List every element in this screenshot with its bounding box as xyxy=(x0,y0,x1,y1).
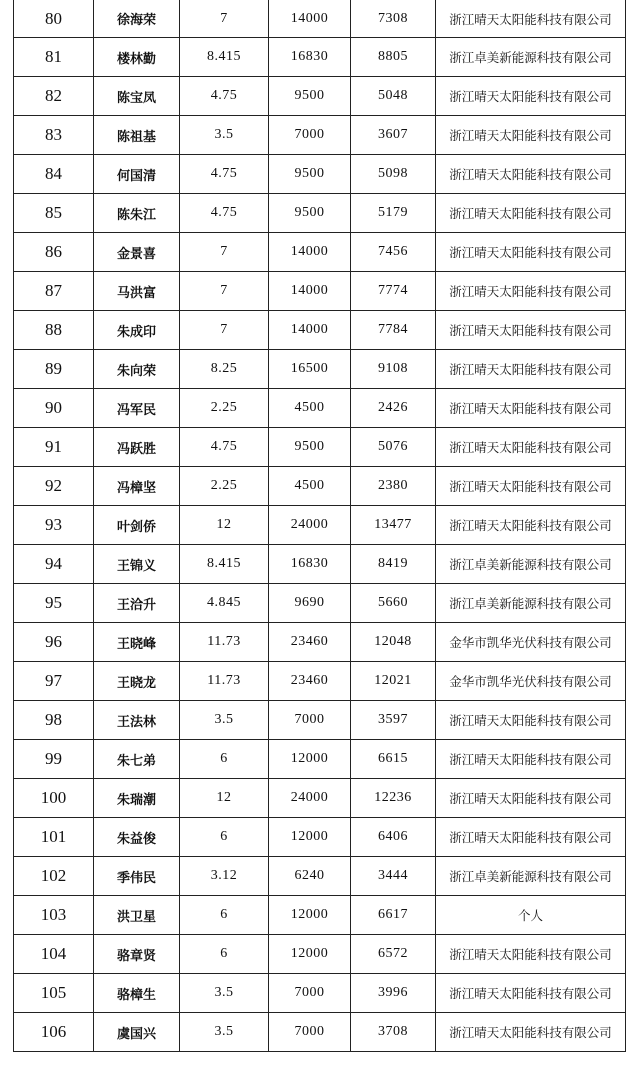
capacity-cell: 7 xyxy=(180,0,269,38)
name-cell: 朱瑞潮 xyxy=(94,779,180,818)
company-cell: 浙江晴天太阳能科技有限公司 xyxy=(436,779,626,818)
row-number-cell: 103 xyxy=(14,896,94,935)
row-number-cell: 96 xyxy=(14,623,94,662)
amount-cell: 9500 xyxy=(269,155,351,194)
name-cell: 冯跃胜 xyxy=(94,428,180,467)
amount-cell: 6240 xyxy=(269,857,351,896)
amount-cell: 7000 xyxy=(269,974,351,1013)
row-number-cell: 95 xyxy=(14,584,94,623)
subsidy-cell: 7784 xyxy=(351,311,436,350)
row-number-cell: 83 xyxy=(14,116,94,155)
name-cell: 楼林勤 xyxy=(94,38,180,77)
amount-cell: 14000 xyxy=(269,272,351,311)
row-number-cell: 89 xyxy=(14,350,94,389)
name-cell: 冯军民 xyxy=(94,389,180,428)
name-cell: 朱益俊 xyxy=(94,818,180,857)
table-row xyxy=(14,506,626,545)
amount-cell: 16830 xyxy=(269,545,351,584)
amount-cell: 4500 xyxy=(269,389,351,428)
capacity-cell: 8.415 xyxy=(180,38,269,77)
capacity-cell: 6 xyxy=(180,740,269,779)
amount-cell: 24000 xyxy=(269,506,351,545)
name-cell: 冯樟坚 xyxy=(94,467,180,506)
company-cell: 浙江晴天太阳能科技有限公司 xyxy=(436,194,626,233)
capacity-cell: 3.5 xyxy=(180,701,269,740)
table-row xyxy=(14,1013,626,1052)
row-number-cell: 93 xyxy=(14,506,94,545)
table-row xyxy=(14,545,626,584)
table-row xyxy=(14,467,626,506)
name-cell: 何国清 xyxy=(94,155,180,194)
amount-cell: 12000 xyxy=(269,935,351,974)
table-row xyxy=(14,0,626,38)
name-cell: 王晓龙 xyxy=(94,662,180,701)
capacity-cell: 7 xyxy=(180,311,269,350)
subsidy-cell: 3607 xyxy=(351,116,436,155)
table-row xyxy=(14,974,626,1013)
table-row xyxy=(14,779,626,818)
subsidy-cell: 13477 xyxy=(351,506,436,545)
capacity-cell: 3.5 xyxy=(180,116,269,155)
table-row xyxy=(14,116,626,155)
name-cell: 朱向荣 xyxy=(94,350,180,389)
company-cell: 浙江晴天太阳能科技有限公司 xyxy=(436,974,626,1013)
company-cell: 浙江晴天太阳能科技有限公司 xyxy=(436,740,626,779)
amount-cell: 9500 xyxy=(269,428,351,467)
company-cell: 浙江晴天太阳能科技有限公司 xyxy=(436,155,626,194)
name-cell: 骆章贤 xyxy=(94,935,180,974)
name-cell: 金景喜 xyxy=(94,233,180,272)
amount-cell: 9500 xyxy=(269,194,351,233)
capacity-cell: 8.25 xyxy=(180,350,269,389)
name-cell: 骆樟生 xyxy=(94,974,180,1013)
amount-cell: 7000 xyxy=(269,116,351,155)
capacity-cell: 3.5 xyxy=(180,1013,269,1052)
amount-cell: 12000 xyxy=(269,818,351,857)
row-number-cell: 91 xyxy=(14,428,94,467)
row-number-cell: 87 xyxy=(14,272,94,311)
subsidy-cell: 5660 xyxy=(351,584,436,623)
subsidy-cell: 2426 xyxy=(351,389,436,428)
row-number-cell: 88 xyxy=(14,311,94,350)
amount-cell: 9690 xyxy=(269,584,351,623)
subsidy-cell: 12021 xyxy=(351,662,436,701)
table-row xyxy=(14,935,626,974)
table-row xyxy=(14,272,626,311)
subsidy-cell: 9108 xyxy=(351,350,436,389)
amount-cell: 14000 xyxy=(269,0,351,38)
name-cell: 陈祖基 xyxy=(94,116,180,155)
capacity-cell: 4.75 xyxy=(180,428,269,467)
table-row xyxy=(14,740,626,779)
company-cell: 浙江晴天太阳能科技有限公司 xyxy=(436,701,626,740)
capacity-cell: 2.25 xyxy=(180,389,269,428)
name-cell: 陈宝凤 xyxy=(94,77,180,116)
row-number-cell: 92 xyxy=(14,467,94,506)
capacity-cell: 3.5 xyxy=(180,974,269,1013)
capacity-cell: 8.415 xyxy=(180,545,269,584)
amount-cell: 16500 xyxy=(269,350,351,389)
company-cell: 浙江卓美新能源科技有限公司 xyxy=(436,857,626,896)
company-cell: 浙江晴天太阳能科技有限公司 xyxy=(436,233,626,272)
row-number-cell: 85 xyxy=(14,194,94,233)
table-row xyxy=(14,818,626,857)
table-body xyxy=(14,0,626,1052)
amount-cell: 9500 xyxy=(269,77,351,116)
row-number-cell: 102 xyxy=(14,857,94,896)
row-number-cell: 104 xyxy=(14,935,94,974)
capacity-cell: 4.75 xyxy=(180,77,269,116)
table-row xyxy=(14,701,626,740)
capacity-cell: 3.12 xyxy=(180,857,269,896)
capacity-cell: 12 xyxy=(180,506,269,545)
company-cell: 浙江晴天太阳能科技有限公司 xyxy=(436,116,626,155)
table-row xyxy=(14,896,626,935)
capacity-cell: 4.75 xyxy=(180,194,269,233)
capacity-cell: 6 xyxy=(180,896,269,935)
name-cell: 虞国兴 xyxy=(94,1013,180,1052)
name-cell: 季伟民 xyxy=(94,857,180,896)
company-cell: 浙江晴天太阳能科技有限公司 xyxy=(436,350,626,389)
row-number-cell: 98 xyxy=(14,701,94,740)
subsidy-table-page xyxy=(13,0,625,1052)
row-number-cell: 90 xyxy=(14,389,94,428)
table-row xyxy=(14,350,626,389)
name-cell: 朱七弟 xyxy=(94,740,180,779)
subsidy-cell: 6572 xyxy=(351,935,436,974)
subsidy-cell: 6617 xyxy=(351,896,436,935)
row-number-cell: 100 xyxy=(14,779,94,818)
row-number-cell: 105 xyxy=(14,974,94,1013)
subsidy-cell: 2380 xyxy=(351,467,436,506)
table-row xyxy=(14,311,626,350)
table-row xyxy=(14,194,626,233)
row-number-cell: 101 xyxy=(14,818,94,857)
table-row xyxy=(14,389,626,428)
company-cell: 浙江晴天太阳能科技有限公司 xyxy=(436,311,626,350)
name-cell: 徐海荣 xyxy=(94,0,180,38)
company-cell: 浙江晴天太阳能科技有限公司 xyxy=(436,428,626,467)
subsidy-cell: 8419 xyxy=(351,545,436,584)
table-row xyxy=(14,584,626,623)
amount-cell: 7000 xyxy=(269,1013,351,1052)
row-number-cell: 94 xyxy=(14,545,94,584)
company-cell: 浙江卓美新能源科技有限公司 xyxy=(436,584,626,623)
subsidy-cell: 5076 xyxy=(351,428,436,467)
company-cell: 浙江晴天太阳能科技有限公司 xyxy=(436,77,626,116)
table-row xyxy=(14,857,626,896)
name-cell: 王洽升 xyxy=(94,584,180,623)
company-cell: 浙江晴天太阳能科技有限公司 xyxy=(436,389,626,428)
name-cell: 马洪富 xyxy=(94,272,180,311)
company-cell: 金华市凯华光伏科技有限公司 xyxy=(436,623,626,662)
amount-cell: 12000 xyxy=(269,740,351,779)
company-cell: 个人 xyxy=(436,896,626,935)
capacity-cell: 11.73 xyxy=(180,623,269,662)
subsidy-cell: 7308 xyxy=(351,0,436,38)
company-cell: 金华市凯华光伏科技有限公司 xyxy=(436,662,626,701)
company-cell: 浙江卓美新能源科技有限公司 xyxy=(436,545,626,584)
subsidy-cell: 7774 xyxy=(351,272,436,311)
amount-cell: 4500 xyxy=(269,467,351,506)
subsidy-cell: 8805 xyxy=(351,38,436,77)
subsidy-cell: 3597 xyxy=(351,701,436,740)
subsidy-cell: 3996 xyxy=(351,974,436,1013)
table-row xyxy=(14,38,626,77)
amount-cell: 14000 xyxy=(269,233,351,272)
name-cell: 叶剑侨 xyxy=(94,506,180,545)
capacity-cell: 12 xyxy=(180,779,269,818)
capacity-cell: 4.845 xyxy=(180,584,269,623)
name-cell: 王法林 xyxy=(94,701,180,740)
company-cell: 浙江晴天太阳能科技有限公司 xyxy=(436,818,626,857)
subsidy-cell: 5098 xyxy=(351,155,436,194)
capacity-cell: 11.73 xyxy=(180,662,269,701)
subsidy-cell: 6406 xyxy=(351,818,436,857)
table-row xyxy=(14,155,626,194)
row-number-cell: 97 xyxy=(14,662,94,701)
company-cell: 浙江晴天太阳能科技有限公司 xyxy=(436,0,626,38)
name-cell: 洪卫星 xyxy=(94,896,180,935)
amount-cell: 14000 xyxy=(269,311,351,350)
company-cell: 浙江晴天太阳能科技有限公司 xyxy=(436,506,626,545)
row-number-cell: 81 xyxy=(14,38,94,77)
amount-cell: 16830 xyxy=(269,38,351,77)
capacity-cell: 6 xyxy=(180,818,269,857)
subsidy-cell: 3708 xyxy=(351,1013,436,1052)
subsidy-table xyxy=(13,0,626,1052)
table-row xyxy=(14,662,626,701)
row-number-cell: 99 xyxy=(14,740,94,779)
amount-cell: 24000 xyxy=(269,779,351,818)
company-cell: 浙江晴天太阳能科技有限公司 xyxy=(436,272,626,311)
row-number-cell: 80 xyxy=(14,0,94,38)
company-cell: 浙江晴天太阳能科技有限公司 xyxy=(436,1013,626,1052)
subsidy-cell: 7456 xyxy=(351,233,436,272)
subsidy-cell: 5048 xyxy=(351,77,436,116)
company-cell: 浙江晴天太阳能科技有限公司 xyxy=(436,467,626,506)
name-cell: 王锦义 xyxy=(94,545,180,584)
subsidy-cell: 5179 xyxy=(351,194,436,233)
amount-cell: 7000 xyxy=(269,701,351,740)
subsidy-cell: 12236 xyxy=(351,779,436,818)
row-number-cell: 106 xyxy=(14,1013,94,1052)
amount-cell: 12000 xyxy=(269,896,351,935)
table-row xyxy=(14,233,626,272)
company-cell: 浙江卓美新能源科技有限公司 xyxy=(436,38,626,77)
name-cell: 陈朱江 xyxy=(94,194,180,233)
amount-cell: 23460 xyxy=(269,623,351,662)
amount-cell: 23460 xyxy=(269,662,351,701)
capacity-cell: 6 xyxy=(180,935,269,974)
name-cell: 王晓峰 xyxy=(94,623,180,662)
capacity-cell: 7 xyxy=(180,233,269,272)
table-row xyxy=(14,623,626,662)
capacity-cell: 7 xyxy=(180,272,269,311)
company-cell: 浙江晴天太阳能科技有限公司 xyxy=(436,935,626,974)
name-cell: 朱成印 xyxy=(94,311,180,350)
row-number-cell: 84 xyxy=(14,155,94,194)
subsidy-cell: 6615 xyxy=(351,740,436,779)
table-row xyxy=(14,428,626,467)
row-number-cell: 82 xyxy=(14,77,94,116)
capacity-cell: 2.25 xyxy=(180,467,269,506)
table-row xyxy=(14,77,626,116)
capacity-cell: 4.75 xyxy=(180,155,269,194)
row-number-cell: 86 xyxy=(14,233,94,272)
subsidy-cell: 3444 xyxy=(351,857,436,896)
subsidy-cell: 12048 xyxy=(351,623,436,662)
